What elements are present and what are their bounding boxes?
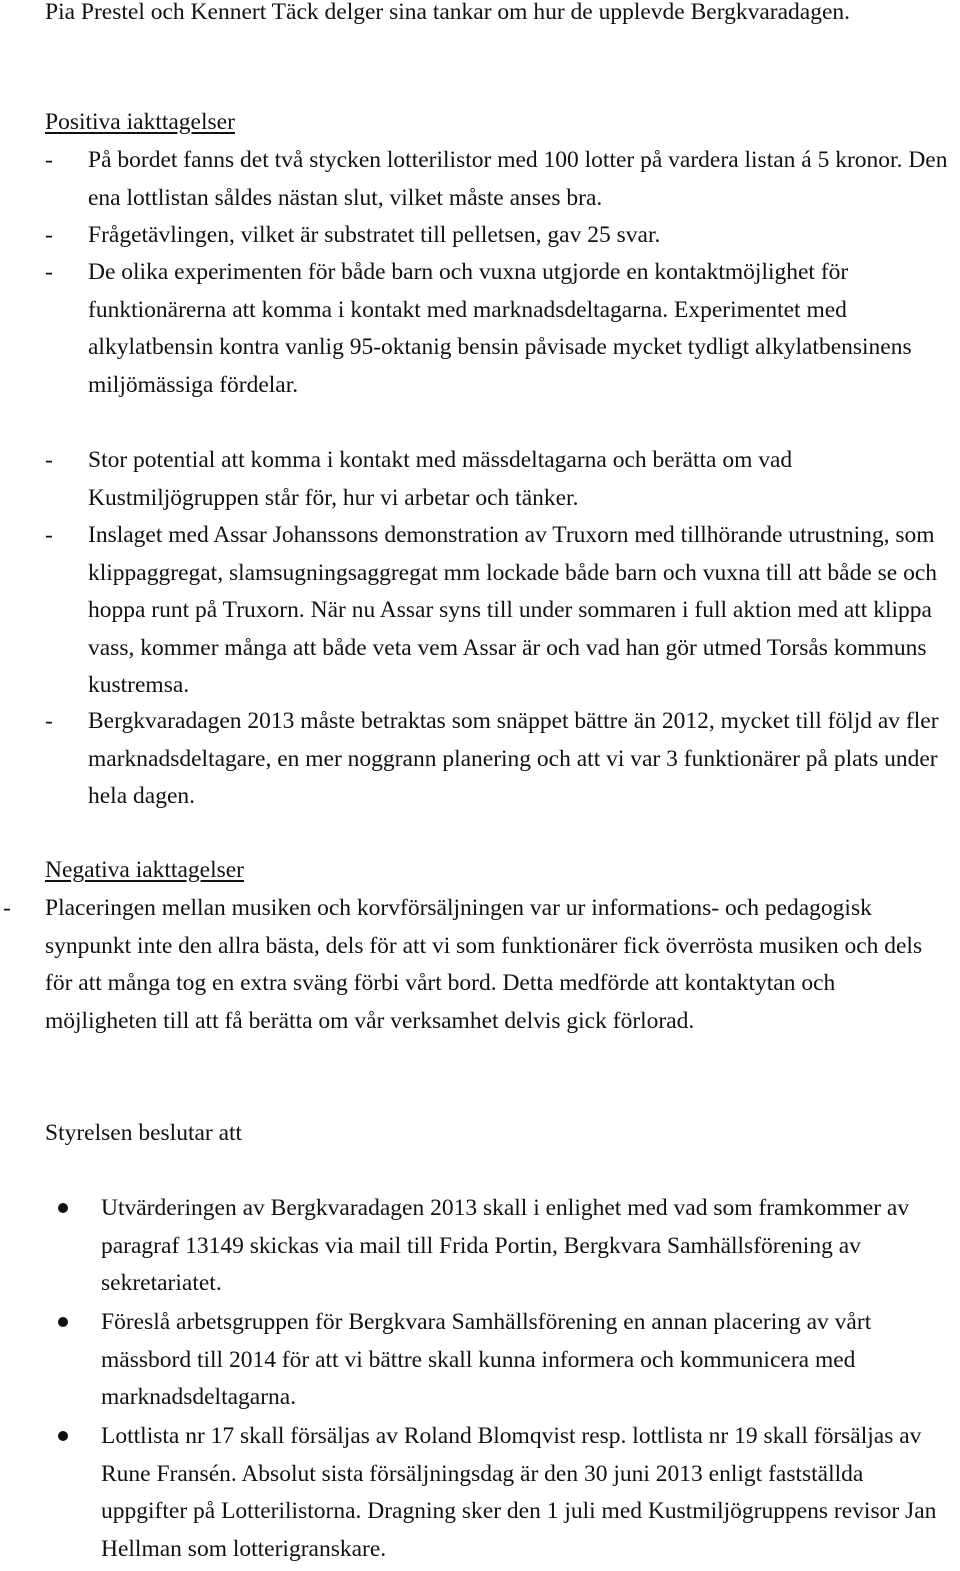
bullet-icon [58, 1431, 68, 1441]
decision-item-text: Föreslå arbetsgruppen för Bergkvara Samhällsförening en annan placering av vårt mässbord till 2014 för att vi bättre skall kunna informera och kommunicera med marknadsdeltagarna. [101, 1309, 872, 1410]
dash-marker: - [45, 522, 53, 548]
decision-item-text: Utvärderingen av Bergkvaradagen 2013 skall i enlighet med vad som framkommer av paragraf 13149 skickas via mail till Frida Portin, Bergkvara Samhällsförening av sekretariatet. [101, 1195, 910, 1296]
decision-heading: Styrelsen beslutar att [45, 1120, 243, 1146]
bullet-icon [58, 1203, 68, 1213]
dash-marker: - [45, 708, 53, 734]
positive-item-text: Bergkvaradagen 2013 måste betraktas som snäppet bättre än 2012, mycket till följd av fler marknadsdeltagare, en mer noggrann planering och att vi var 3 funktionärer på plats under hela dagen. [88, 708, 939, 809]
intro-paragraph: Pia Prestel och Kennert Täck delger sina tankar om hur de upplevde Bergkvaradagen. [45, 0, 851, 25]
decision-item-1 [58, 1190, 953, 1303]
positive-item-6 [45, 703, 955, 816]
dash-marker: - [45, 222, 53, 248]
bullet-icon [58, 1317, 68, 1327]
negative-item-text: Placeringen mellan musiken och korvförsäljningen var ur informations- och pedagogisk synpunkt inte den allra bästa, dels för att vi som funktionärer fick överrösta musiken och dels för att många tog en extra sväng förbi vårt bord. Detta medförde att kontaktytan och möjligheten till att få berätta om vår verksamhet delvis gick förlorad. [45, 895, 923, 1034]
dash-marker: - [3, 895, 11, 921]
positive-item-text: Frågetävlingen, vilket är substratet till pelletsen, gav 25 svar. [88, 222, 661, 248]
negative-item-1 [3, 890, 953, 1040]
positive-item-1 [45, 142, 955, 217]
dash-marker: - [45, 447, 53, 473]
decision-item-3 [58, 1418, 953, 1568]
negative-heading: Negativa iakttagelser [45, 857, 245, 883]
decision-item-2 [58, 1304, 953, 1417]
positive-heading: Positiva iakttagelser [45, 109, 235, 135]
positive-item-text: På bordet fanns det två stycken lotterilistor med 100 lotter på vardera listan á 5 kronor. Den ena lottlistan såldes nästan slut, vilket måste anses bra. [88, 147, 948, 211]
positive-item-text: Stor potential att komma i kontakt med mässdeltagarna och berätta om vad Kustmiljögruppen står för, hur vi arbetar och tänker. [88, 447, 793, 511]
dash-marker: - [45, 147, 53, 173]
dash-marker: - [45, 259, 53, 285]
positive-item-text: Inslaget med Assar Johanssons demonstration av Truxorn med tillhörande utrustning, som klippaggregat, slamsugningsaggregat mm lockade både barn och vuxna till att både se och hoppa runt på Truxorn. När nu Assar syns till under sommaren i full aktion med att klippa vass, kommer många att både veta vem Assar är och vad han gör utmed Torsås kommuns kustremsa. [88, 522, 938, 698]
positive-item-3 [45, 254, 955, 404]
positive-item-5 [45, 517, 955, 705]
positive-item-2 [45, 217, 955, 255]
positive-item-4 [45, 442, 955, 517]
decision-item-text: Lottlista nr 17 skall försäljas av Roland Blomqvist resp. lottlista nr 19 skall försäljas av Rune Fransén. Absolut sista försäljningsdag är den 30 juni 2013 enligt fastställda uppgifter på Lotterilistorna. Dragning sker den 1 juli med Kustmiljögruppens revisor Jan Hellman som lotterigranskare. [101, 1423, 937, 1562]
positive-item-text: De olika experimenten för både barn och vuxna utgjorde en kontaktmöjlighet för funktionärerna att komma i kontakt med marknadsdeltagarna. Experimentet med alkylatbensin kontra vanlig 95-oktanig bensin påvisade mycket tydligt alkylatbensinens miljömässiga fördelar. [88, 259, 912, 398]
